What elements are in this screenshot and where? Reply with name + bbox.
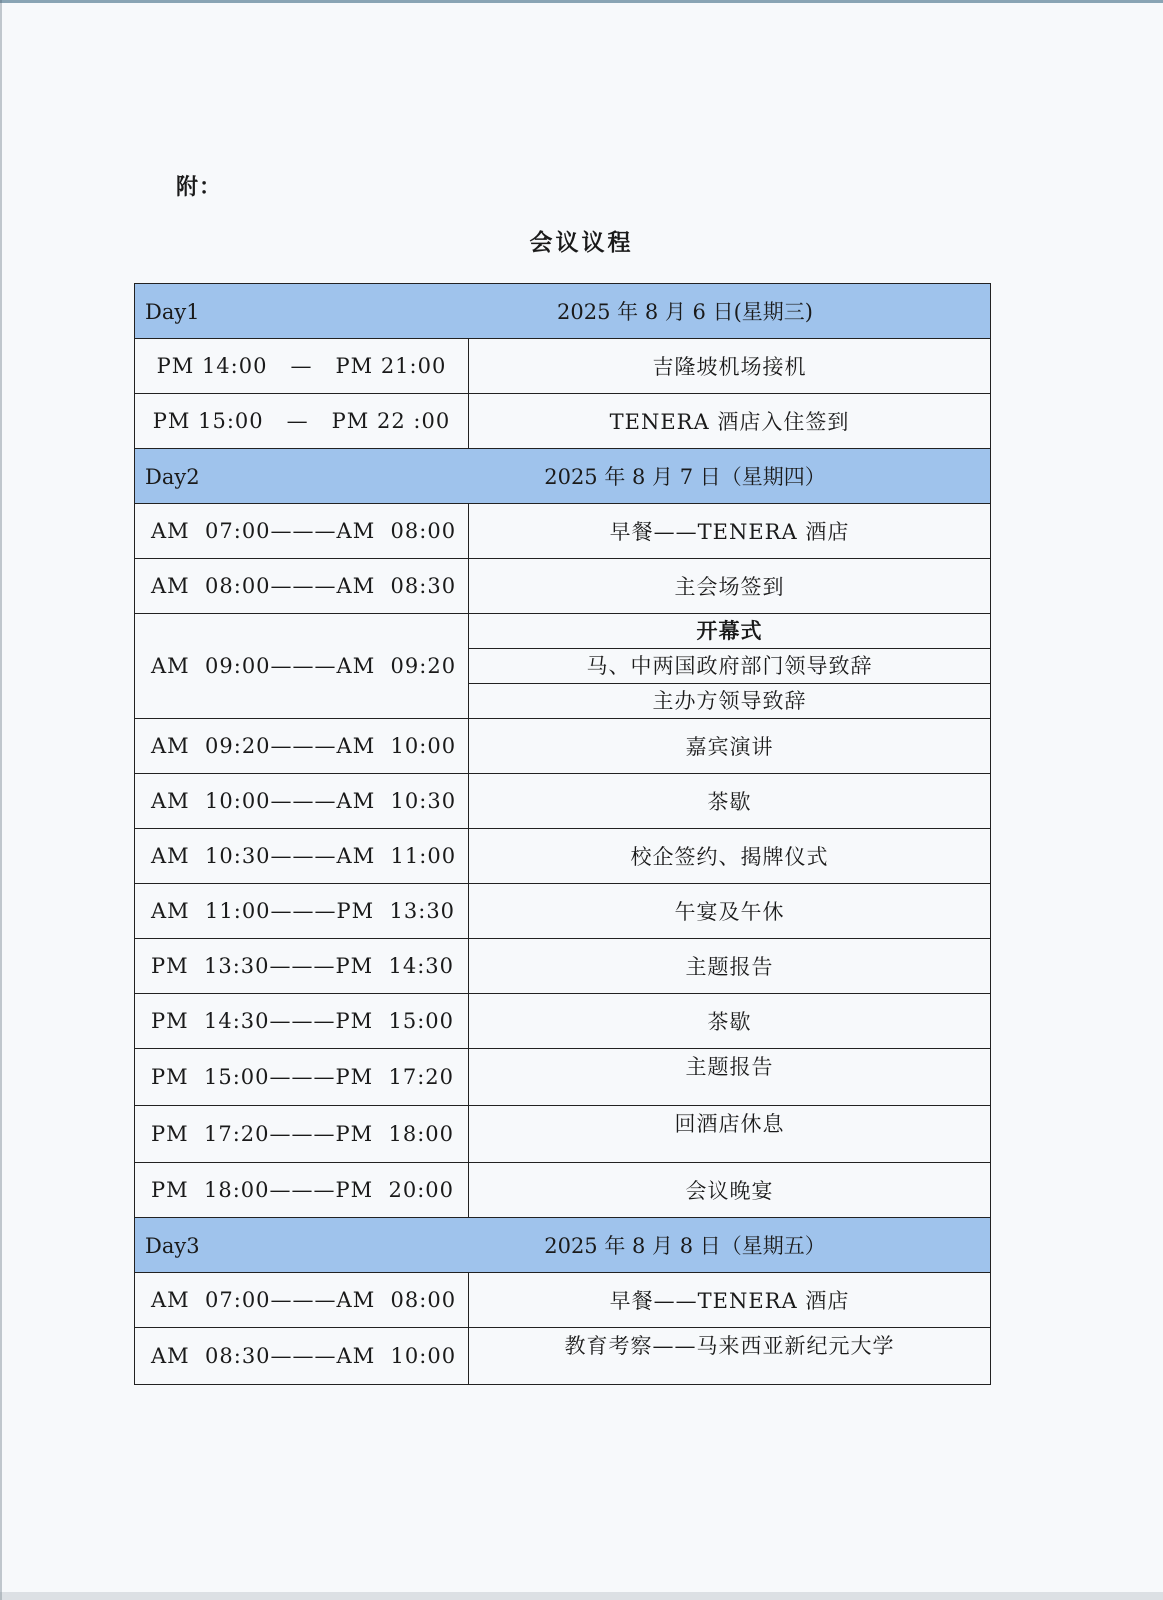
table-row: [135, 394, 991, 449]
agenda-table: [134, 283, 991, 1385]
day-header-cell: [135, 1218, 991, 1273]
table-row: [135, 719, 991, 774]
sub-event: 主办方领导致辞: [652, 689, 807, 713]
time-cell: PM 13:30———PM 14:30: [135, 939, 469, 994]
time-cell: AM 10:00———AM 10:30: [135, 774, 469, 829]
time-cell: PM 14:00 — PM 21:00: [135, 339, 469, 394]
time-cell: PM 14:30———PM 15:00: [135, 994, 469, 1049]
event-cell: 教育考察——马来西亚新纪元大学: [469, 1328, 991, 1385]
time-cell: PM 15:00 — PM 22 :00: [135, 394, 469, 449]
event-cell: 校企签约、揭牌仪式: [469, 829, 991, 884]
sub-event: 马、中两国政府部门领导致辞: [469, 649, 990, 684]
event-cell: 茶歇: [469, 774, 991, 829]
table-row: [135, 1328, 991, 1385]
event-cell: 主题报告: [469, 1049, 991, 1106]
day-label: Day3: [145, 1234, 200, 1258]
table-row: [135, 884, 991, 939]
day-label: Day2: [145, 465, 200, 489]
event-cell: 回酒店休息: [469, 1106, 991, 1163]
event-cell: 茶歇: [469, 994, 991, 1049]
day-date: 2025 年 8 月 6 日(星期三): [557, 300, 813, 324]
event-cell: 午宴及午休: [469, 884, 991, 939]
time-cell: AM 08:00———AM 08:30: [135, 559, 469, 614]
table-row: [135, 1163, 991, 1218]
event-cell: 吉隆坡机场接机: [469, 339, 991, 394]
event-cell: 会议晚宴: [469, 1163, 991, 1218]
table-row: [135, 1273, 991, 1328]
event-cell: 嘉宾演讲: [469, 719, 991, 774]
time-cell: AM 09:20———AM 10:00: [135, 719, 469, 774]
time-cell: AM 11:00———PM 13:30: [135, 884, 469, 939]
scan-edge-bottom: [0, 1592, 1163, 1600]
time-cell: AM 07:00———AM 08:00: [135, 1273, 469, 1328]
table-row: [135, 829, 991, 884]
document-title: 会议议程: [529, 229, 634, 256]
day-header-cell: [135, 284, 991, 339]
event-cell: 早餐——TENERA 酒店: [469, 1273, 991, 1328]
sub-event: 开幕式: [469, 614, 990, 649]
day-header-cell: [135, 449, 991, 504]
appendix-label: 附：: [176, 174, 223, 200]
event-cell: 早餐——TENERA 酒店: [469, 504, 991, 559]
table-row: [135, 504, 991, 559]
day-date: 2025 年 8 月 7 日（星期四）: [544, 465, 826, 489]
time-cell: PM 18:00———PM 20:00: [135, 1163, 469, 1218]
time-cell: PM 17:20———PM 18:00: [135, 1106, 469, 1163]
table-row: [135, 614, 991, 719]
table-row: [135, 774, 991, 829]
time-cell: AM 07:00———AM 08:00: [135, 504, 469, 559]
table-row: [135, 559, 991, 614]
table-row: [135, 939, 991, 994]
table-row: [135, 1049, 991, 1106]
event-cell-stacked: [469, 614, 991, 719]
day-header-row: [135, 1218, 991, 1273]
event-cell: 主题报告: [469, 939, 991, 994]
event-cell: TENERA 酒店入住签到: [469, 394, 991, 449]
scan-edge-top: [0, 0, 1163, 3]
table-row: [135, 1106, 991, 1163]
table-row: [135, 339, 991, 394]
time-cell: PM 15:00———PM 17:20: [135, 1049, 469, 1106]
time-cell: AM 10:30———AM 11:00: [135, 829, 469, 884]
time-cell: AM 09:00———AM 09:20: [135, 614, 469, 719]
table-row: [135, 994, 991, 1049]
day-header-row: [135, 449, 991, 504]
day-date: 2025 年 8 月 8 日（星期五）: [544, 1234, 826, 1258]
time-cell: AM 08:30———AM 10:00: [135, 1328, 469, 1385]
event-cell: 主会场签到: [469, 559, 991, 614]
day-label: Day1: [145, 300, 200, 324]
day-header-row: [135, 284, 991, 339]
